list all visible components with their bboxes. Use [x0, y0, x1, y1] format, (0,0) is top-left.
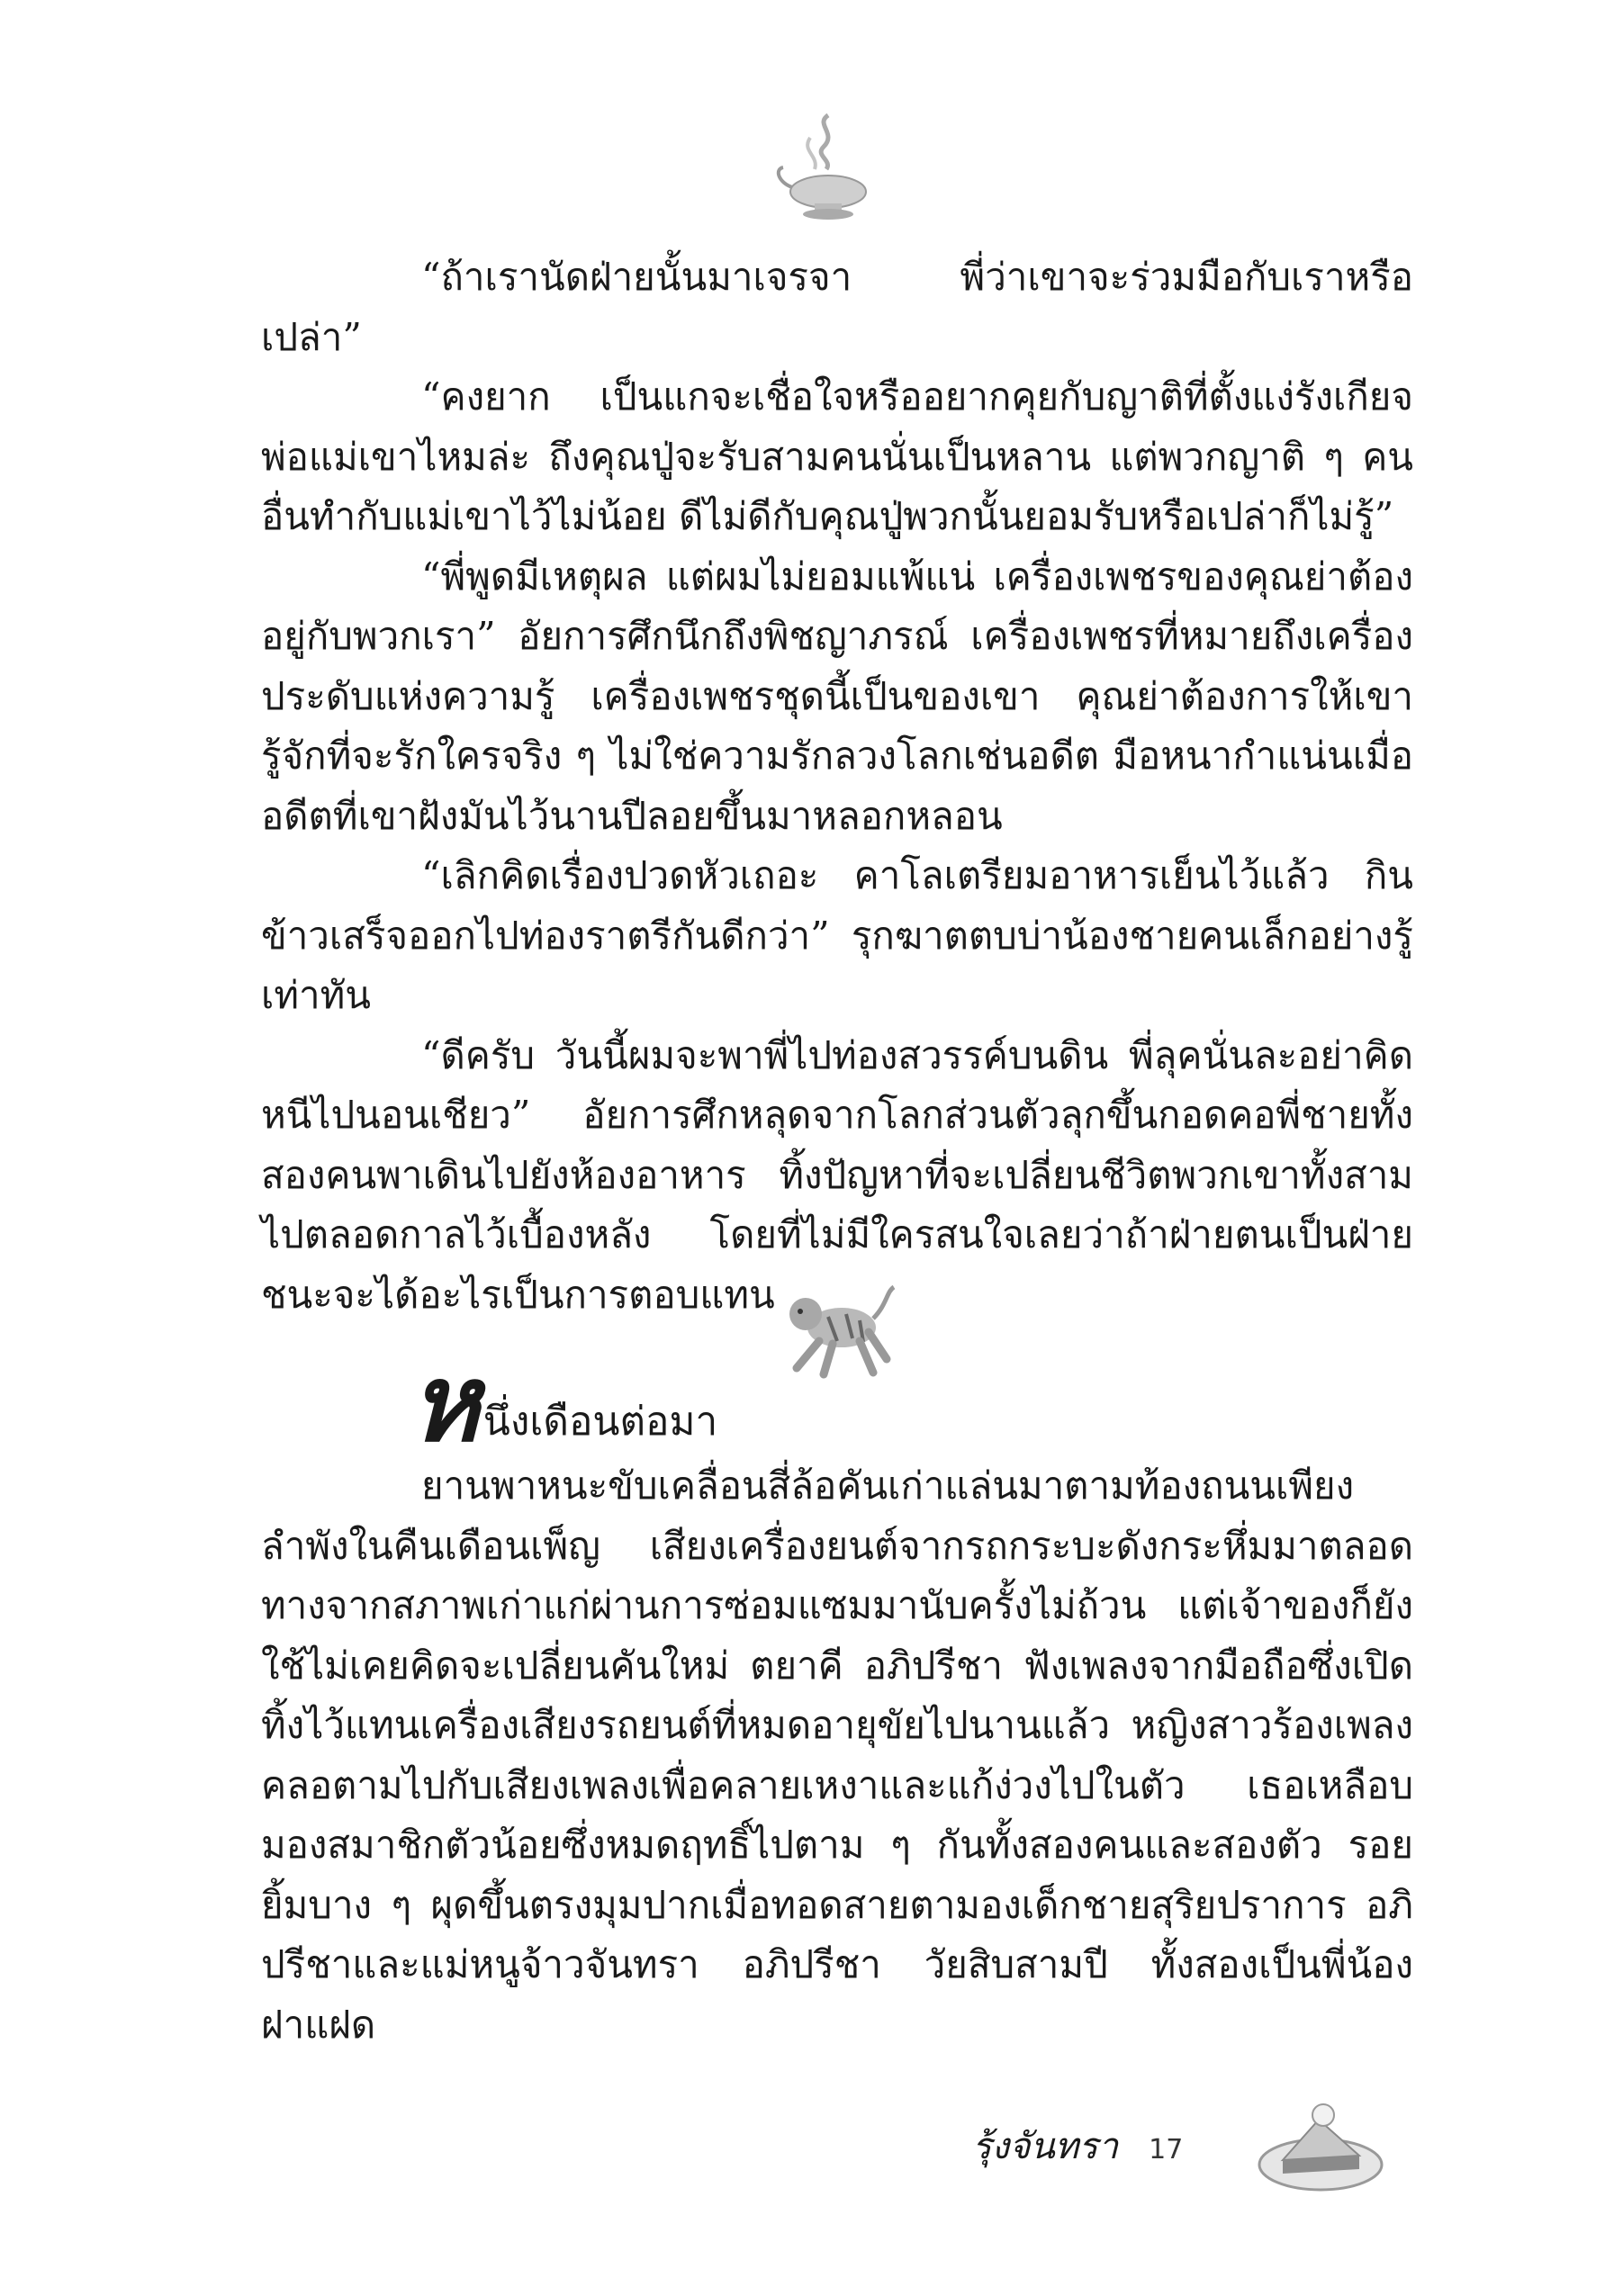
paragraph: “คงยาก เป็นแกจะเชื่อใจหรืออยากคุยกับญาติที่ตั้งแง่รังเกียจพ่อแม่เขาไหมล่ะ ถึงคุณปู่จะรับสามคนนั่นเป็นหลาน แต่พวกญาติ ๆ คนอื่นทำกับแม่เขาไว้ไม่น้อย ดีไม่ดีกับคุณปู่พวกนั้นยอมรับหรือเปล่าก็ไม่รู้”	[261, 374, 1413, 538]
page-number: 17	[1149, 2134, 1184, 2165]
paragraph: ยานพาหนะขับเคลื่อนสี่ล้อคันเก่าแล่นมาตามท้องถนนเพียงลำพังในคืนเดือนเพ็ญ เสียงเครื่องยนต์จากรถกระบะดังกระหึ่มมาตลอดทางจากสภาพเก่าแก่ผ่านการซ่อมแซมมานับครั้งไม่ถ้วน แต่เจ้าของก็ยังใช้ไม่เคยคิดจะเปลี่ยนคันใหม่ ตยาคี อภิปรีชา ฟังเพลงจากมือถือซึ่งเปิดทิ้งไว้แทนเครื่องเสียงรถยนต์ที่หมดอายุขัยไปนานแล้ว หญิงสาวร้องเพลงคลอตามไปกับเสียงเพลงเพื่อคลายเหงาและแก้ง่วงไปในตัว เธอเหลือบมองสมาชิกตัวน้อยซึ่งหมดฤทธิ์ไปตาม ๆ กันทั้งสองคนและสองตัว รอยยิ้มบาง ๆ ผุดขึ้นตรงมุมปากเมื่อทอดสายตามองเด็กชายสุริยปราการ อภิปรีชาและแม่หนูจ้าวจันทรา อภิปรีชา วัยสิบสามปี ทั้งสองเป็นพี่น้องฝาแฝด	[261, 1463, 1413, 2047]
text-block-bottom	[261, 1456, 1413, 2055]
section-heading	[410, 1340, 718, 1465]
paragraph: “เลิกคิดเรื่องปวดหัวเถอะ คาโลเตรียมอาหารเย็นไว้แล้ว กินข้าวเสร็จออกไปท่องราตรีกันดีกว่า” รุกฆาตตบบ่าน้องชายคนเล็กอย่างรู้เท่าทัน	[261, 853, 1413, 1017]
section-heading-text: นึ่งเดือนต่อมา	[482, 1399, 718, 1445]
magic-lamp-icon	[774, 106, 882, 223]
text-block-top	[261, 248, 1413, 1325]
paragraph: “ถ้าเรานัดฝ่ายนั้นมาเจรจา พี่ว่าเขาจะร่วมมือกับเราหรือเปล่า”	[261, 255, 1413, 359]
drop-cap: ห	[410, 1340, 480, 1465]
page-footer	[972, 2117, 1183, 2174]
cake-slice-icon	[1256, 2084, 1386, 2196]
paragraph: “พี่พูดมีเหตุผล แต่ผมไม่ยอมแพ้แน่ เครื่องเพชรของคุณย่าต้องอยู่กับพวกเรา” อัยการศึกนึกถึงพิชญาภรณ์ เครื่องเพชรที่หมายถึงเครื่องประดับแห่งความรู้ เครื่องเพชรชุดนี้เป็นของเขา คุณย่าต้องการให้เขารู้จักที่จะรักใครจริง ๆ ไม่ใช่ความรักลวงโลกเช่นอดีต มือหนากำแน่นเมื่ออดีตที่เขาฝังมันไว้นานปีลอยขึ้นมาหลอกหลอน	[261, 554, 1413, 838]
book-title: รุ้งจันทรา	[972, 2126, 1119, 2167]
paragraph: “ดีครับ วันนี้ผมจะพาพี่ไปท่องสวรรค์บนดิน พี่ลุคนั่นละอย่าคิดหนีไปนอนเชียว” อัยการศึกหลุดจากโลกส่วนตัวลุกขึ้นกอดคอพี่ชายทั้งสองคนพาเดินไปยังห้องอาหาร ทิ้งปัญหาที่จะเปลี่ยนชีวิตพวกเขาทั้งสามไปตลอดกาลไว้เบื้องหลัง โดยที่ไม่มีใครสนใจเลยว่าถ้าฝ่ายตนเป็นฝ่ายชนะจะได้อะไรเป็นการตอบแทน	[261, 1032, 1413, 1317]
tiger-icon	[761, 1274, 896, 1386]
